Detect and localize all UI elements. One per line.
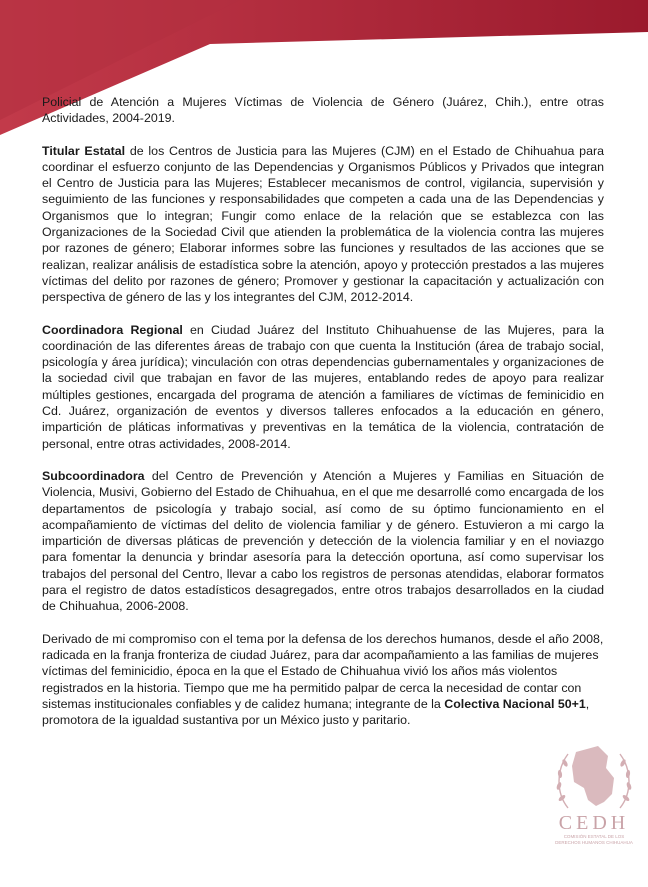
paragraph-text: en Ciudad Juárez del Instituto Chihuahuense de las Mujeres, para la coordinación de las diferentes áreas de trabajo con que cuenta la Institución (área de trabajo social, psicología y área jurídica); vinculación con otras dependencias gubernamentales y organizaciones de la sociedad civil que trabajan en favor de las mujeres, entablando redes de apoyo para realizar múltiples gestiones, encargada del programa de atención a familiares de víctimas de feminicidio en Cd. Juárez, organización de eventos y diversos talleres enfocados a la educación en género, impartición de pláticas informativas y preventivas en la temática de la violencia, contratación de personal, entre otras actividades, 2008-2014. <box>42 322 605 451</box>
paragraph-heading: Coordinadora Regional <box>42 322 183 337</box>
cedh-logo <box>548 812 640 845</box>
closing-text-before: Derivado de mi compromiso con el tema por la defensa de los derechos humanos, desde el año 2008, radicada en la franja fronteriza de ciudad Juárez, para dar acompañamiento a las familias de mujeres víctimas del feminicidio, época en la que el Estado de Chihuahua vivió los años más violentos registrados en la historia. Tiempo que me ha permitido palpar de cerca la necesidad de contar con sistemas institucionales confiables y de calidez humana; integrante de la <box>42 631 604 711</box>
paragraph <box>42 143 604 306</box>
paragraph <box>42 322 604 452</box>
paragraph-heading: Titular Estatal <box>42 143 126 158</box>
paragraph <box>42 94 604 127</box>
document-body <box>42 94 604 744</box>
paragraph <box>42 468 604 615</box>
closing-highlight: Colectiva Nacional 50+1 <box>444 696 586 711</box>
closing-paragraph <box>42 631 604 729</box>
paragraph-text: de los Centros de Justicia para las Mujeres (CJM) en el Estado de Chihuahua para coordinar el esfuerzo conjunto de las Dependencias y Organismos Públicos y Privados que integran el Centro de Justicia para las Mujeres; Establecer mecanismos de control, vigilancia, supervisión y seguimiento de las funciones y responsabilidades que competen a cada una de las Dependencias y Organismos que lo integran; Fungir como enlace de la relación que se establezca con las Organizaciones de la Sociedad Civil que atienden la problemática de la violencia contra las mujeres por razones de género; Elaborar informes sobre las funciones y resultados de las acciones que se realizan, realizar análisis de estadística sobre la atención, apoyo y protección prestados a las mujeres víctimas del delito por razones de género; Promover y gestionar la capacitación y actualización con perspectiva de género de las y los integrantes del CJM, 2012-2014. <box>42 143 604 305</box>
closing-text-after: , promotora de la igualdad sustantiva por un México justo y paritario. <box>42 696 590 728</box>
logo-subtitle-2: DERECHOS HUMANOS CHIHUAHUA <box>555 839 633 845</box>
logo-title: CEDH <box>558 812 630 834</box>
logo-subtitle-1: COMISIÓN ESTATAL DE LOS <box>563 834 625 839</box>
paragraph-heading: Subcoordinadora <box>42 468 145 483</box>
paragraph-text: Policial de Atención a Mujeres Víctimas de Violencia de Género (Juárez, Chih.), entre otras Actividades, 2004-2019. <box>42 95 604 126</box>
paragraph-text: del Centro de Prevención y Atención a Mujeres y Familias en Situación de Violencia, Musivi, Gobierno del Estado de Chihuahua, en el que me desarrollé como encargada de los departamentos de psicología y trabajo social, así como de su óptimo funcionamiento en el acompañamiento de víctimas del delito de violencia familiar y de género. Estuvieron a mi cargo la impartición de diversas pláticas de prevención y detección de la violencia familiar y en el noviazgo para fomentar la denuncia y brindar asesoría para la detección oportuna, así como supervisar los trabajos del personal del Centro, llevar a cabo los registros de personas atendidas, elaborar formatos para el registro de datos estadísticos desagregados, entre otros trabajos desarrollados en la ciudad de Chihuahua, 2006-2008. <box>42 468 604 614</box>
